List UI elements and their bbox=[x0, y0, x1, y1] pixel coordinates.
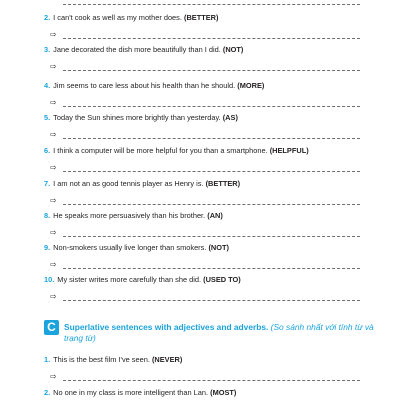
question-text bbox=[44, 179, 240, 189]
item-keyword: (NEVER) bbox=[151, 355, 183, 364]
arrow-icon: ⇨ bbox=[50, 98, 57, 107]
item-number: 7. bbox=[44, 179, 51, 188]
arrow-icon: ⇨ bbox=[50, 228, 57, 237]
answer-line[interactable] bbox=[50, 63, 360, 73]
dashed-rule bbox=[63, 204, 360, 205]
section-badge: C bbox=[44, 320, 59, 335]
dashed-rule bbox=[63, 236, 360, 237]
answer-line[interactable] bbox=[50, 373, 360, 383]
dashed-rule bbox=[63, 171, 360, 172]
arrow-icon: ⇨ bbox=[50, 292, 57, 301]
arrow-icon: ⇨ bbox=[50, 62, 57, 71]
question-text bbox=[44, 275, 241, 285]
question-text bbox=[44, 45, 243, 55]
arrow-icon: ⇨ bbox=[50, 260, 57, 269]
answer-line[interactable] bbox=[50, 261, 360, 271]
item-sentence: My sister writes more carefully than she did. bbox=[57, 275, 202, 284]
question-text bbox=[44, 13, 218, 23]
item-keyword: (MORE) bbox=[237, 81, 265, 90]
answer-line[interactable] bbox=[50, 0, 360, 7]
question-text bbox=[44, 146, 309, 156]
dashed-rule bbox=[63, 268, 360, 269]
item-number: 1. bbox=[44, 355, 51, 364]
item-number: 10. bbox=[44, 275, 55, 284]
item-sentence: He speaks more persuasively than his brother. bbox=[53, 211, 206, 220]
question-text bbox=[44, 113, 238, 123]
section-title-text: Superlative sentences with adjectives and adverbs. bbox=[64, 322, 269, 332]
item-sentence: I think a computer will be more helpful for you than a smartphone. bbox=[53, 146, 268, 155]
dashed-rule bbox=[63, 300, 360, 301]
item-number: 9. bbox=[44, 243, 51, 252]
item-keyword: (AS) bbox=[222, 113, 238, 122]
section-title bbox=[64, 322, 374, 344]
item-number: 6. bbox=[44, 146, 51, 155]
dashed-rule bbox=[63, 4, 360, 5]
item-keyword: (BETTER) bbox=[205, 179, 241, 188]
item-keyword: (MOST) bbox=[210, 388, 237, 397]
answer-line[interactable] bbox=[50, 99, 360, 109]
dashed-rule bbox=[63, 38, 360, 39]
item-sentence: I can't cook as well as my mother does. bbox=[53, 13, 182, 22]
item-sentence: This is the best film I've seen. bbox=[53, 355, 150, 364]
item-number: 4. bbox=[44, 81, 51, 90]
dashed-rule bbox=[63, 138, 360, 139]
dashed-rule bbox=[63, 380, 360, 381]
item-sentence: Today the Sun shines more brightly than yesterday. bbox=[53, 113, 221, 122]
item-keyword: (NOT) bbox=[222, 45, 244, 54]
item-keyword: (NOT) bbox=[208, 243, 229, 252]
section-note: (So sánh nhất với tính từ và trạng từ) bbox=[64, 322, 374, 343]
item-keyword: (AN) bbox=[207, 211, 223, 220]
answer-line[interactable] bbox=[50, 131, 360, 141]
answer-line[interactable] bbox=[50, 293, 360, 303]
answer-line[interactable] bbox=[50, 164, 360, 174]
item-keyword: (BETTER) bbox=[183, 13, 219, 22]
arrow-icon: ⇨ bbox=[50, 30, 57, 39]
item-keyword: (USED TO) bbox=[203, 275, 241, 284]
item-number: 2. bbox=[44, 13, 51, 22]
item-keyword: (HELPFUL) bbox=[269, 146, 309, 155]
item-number: 3. bbox=[44, 45, 51, 54]
question-text bbox=[44, 355, 182, 365]
dashed-rule bbox=[63, 70, 360, 71]
question-text bbox=[44, 211, 223, 221]
arrow-icon: ⇨ bbox=[50, 163, 57, 172]
arrow-icon: ⇨ bbox=[50, 372, 57, 381]
question-text bbox=[44, 81, 264, 91]
item-sentence: I am not an as good tennis player as Henry is. bbox=[53, 179, 204, 188]
arrow-icon: ⇨ bbox=[50, 196, 57, 205]
question-text bbox=[44, 388, 236, 398]
item-number: 5. bbox=[44, 113, 51, 122]
item-sentence: No one in my class is more intelligent than Lan. bbox=[53, 388, 209, 397]
answer-line[interactable] bbox=[50, 229, 360, 239]
item-sentence: Jim seems to care less about his health than he should. bbox=[53, 81, 236, 90]
dashed-rule bbox=[63, 106, 360, 107]
item-number: 2. bbox=[44, 388, 51, 397]
answer-line[interactable] bbox=[50, 31, 360, 41]
item-number: 8. bbox=[44, 211, 51, 220]
arrow-icon: ⇨ bbox=[50, 130, 57, 139]
item-sentence: Jane decorated the dish more beautifully than I did. bbox=[53, 45, 221, 54]
answer-line[interactable] bbox=[50, 197, 360, 207]
question-text bbox=[44, 243, 229, 253]
item-sentence: Non-smokers usually live longer than smokers. bbox=[53, 243, 207, 252]
